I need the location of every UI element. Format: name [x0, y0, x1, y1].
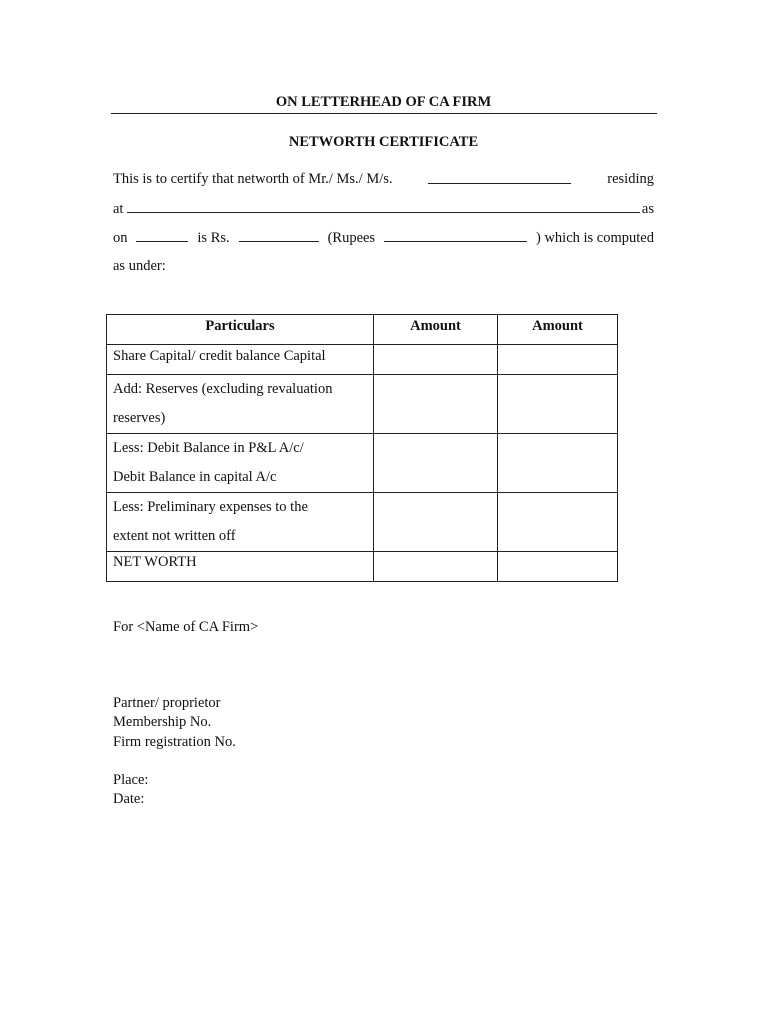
particulars-text: Share Capital/ credit balance Capital: [113, 348, 326, 364]
particulars-text: reserves): [113, 410, 166, 426]
intro-line-1: [113, 170, 654, 188]
table-row: [107, 493, 618, 552]
amount-cell: [374, 375, 498, 434]
particulars-cell: [107, 434, 374, 493]
header-particulars: Particulars: [107, 315, 374, 345]
header-amount-1: Amount: [374, 315, 498, 345]
certificate-title: NETWORTH CERTIFICATE: [288, 134, 479, 150]
table-row: [107, 345, 618, 375]
header-amount-2: Amount: [498, 315, 618, 345]
intro-text-on: on: [113, 230, 128, 246]
particulars-text: Less: Debit Balance in P&L A/c/: [113, 440, 304, 456]
for-firm-line: For <Name of CA Firm>: [113, 619, 259, 635]
intro-text-rupees: (Rupees: [327, 230, 376, 246]
intro-text-at: at: [113, 201, 124, 217]
intro-line-2: [113, 199, 654, 218]
table-row: [107, 375, 618, 434]
particulars-text: Add: Reserves (excluding revaluation: [113, 381, 333, 397]
amount-words-blank: [384, 228, 527, 242]
membership-label: Membership No.: [113, 714, 212, 730]
place-label: Place:: [113, 772, 149, 788]
amount-cell: [374, 345, 498, 375]
amount-cell: [374, 434, 498, 493]
date-label: Date:: [113, 791, 145, 807]
address-blank: [127, 199, 639, 213]
letterhead-heading: ON LETTERHEAD OF CA FIRM: [275, 94, 492, 110]
intro-text-as: as: [641, 201, 654, 217]
amount-cell: [498, 375, 618, 434]
amount-cell: [374, 493, 498, 552]
amount-cell: [374, 552, 498, 582]
particulars-text: extent not written off: [113, 528, 236, 544]
net-worth-label: NET WORTH: [113, 554, 197, 570]
particulars-cell: [107, 552, 374, 582]
table-header-row: [107, 315, 618, 345]
firm-registration-label: Firm registration No.: [113, 734, 236, 750]
partner-label: Partner/ proprietor: [113, 695, 221, 711]
amount-cell: [498, 345, 618, 375]
amount-cell: [498, 434, 618, 493]
intro-text-certify: This is to certify that networth of Mr./ Ms./ M/s.: [113, 171, 393, 187]
name-blank: [428, 170, 571, 184]
amount-figures-blank: [239, 228, 319, 242]
amount-cell: [498, 552, 618, 582]
intro-text-residing: residing: [607, 171, 654, 187]
amount-cell: [498, 493, 618, 552]
net-worth-row: [107, 552, 618, 582]
particulars-cell: [107, 493, 374, 552]
particulars-text: Debit Balance in capital A/c: [113, 469, 277, 485]
table-row: [107, 434, 618, 493]
particulars-cell: [107, 345, 374, 375]
particulars-cell: [107, 375, 374, 434]
date-blank: [136, 228, 188, 242]
networth-table: [106, 314, 618, 582]
intro-line-4: as under:: [113, 258, 166, 274]
letterhead-divider: [111, 113, 657, 114]
particulars-text: Less: Preliminary expenses to the: [113, 499, 308, 515]
intro-text-rs: is Rs.: [197, 230, 230, 246]
intro-text-computed: ) which is computed: [535, 230, 654, 246]
intro-line-3: [113, 228, 654, 247]
